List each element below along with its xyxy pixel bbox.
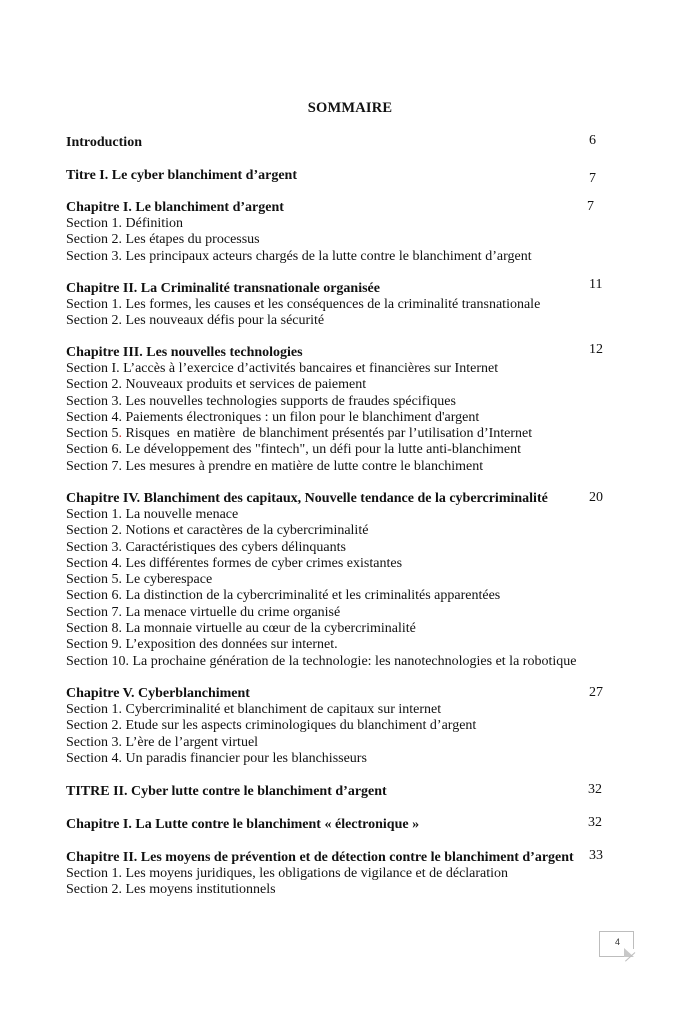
toc-section: Section I. L’accès à l’exercice d’activités bancaires et financières sur Internet xyxy=(66,361,499,376)
toc-entry-chapitre-1 xyxy=(66,200,626,265)
toc-page-number: 11 xyxy=(589,277,603,292)
section-label: Section 5 xyxy=(66,426,119,442)
toc-entry-chapitre-2 xyxy=(66,277,626,330)
toc-section: Section 10. La prochaine génération de la technologie: les nanotechnologies et la robotique xyxy=(66,653,577,669)
toc-heading: Chapitre V. Cyberblanchiment xyxy=(66,686,250,701)
toc-entry-titre-2-chapitre-1 xyxy=(66,817,626,833)
toc-page-number: 27 xyxy=(589,685,603,700)
toc-page-number: 12 xyxy=(589,342,603,357)
toc-heading: Chapitre I. La Lutte contre le blanchiment « électronique » xyxy=(66,817,420,832)
toc-section: Section 5. Le cyberespace xyxy=(66,572,213,588)
toc-entry-chapitre-4 xyxy=(66,491,626,670)
toc-section: Section 2. Etude sur les aspects criminologiques du blanchiment d’argent xyxy=(66,718,477,734)
toc-section: Section 3. L’ère de l’argent virtuel xyxy=(66,734,259,750)
toc-section: Section 6. La distinction de la cybercriminalité et les criminalités apparentées xyxy=(66,588,501,604)
toc-section: Section 4. Les différentes formes de cyber crimes existantes xyxy=(66,555,403,571)
section-text: Risques en matière de blanchiment présentés par l’utilisation d’Internet xyxy=(122,426,533,442)
toc-section: Section 7. Les mesures à prendre en matière de lutte contre le blanchiment xyxy=(66,458,484,474)
note-border xyxy=(600,956,625,957)
toc-entry-titre-1 xyxy=(66,168,626,184)
toc-heading: Chapitre II. Les moyens de prévention et de détection contre le blanchiment d’argent xyxy=(66,850,574,865)
toc-entry-titre-2 xyxy=(66,784,626,800)
toc-entry-chapitre-5 xyxy=(66,686,626,767)
toc-section: Section 9. L’exposition des données sur internet. xyxy=(66,637,338,653)
page-title: SOMMAIRE xyxy=(307,100,393,116)
toc-section: Section 4. Un paradis financier pour les blanchisseurs xyxy=(66,750,367,766)
toc-page-number: 20 xyxy=(589,490,603,505)
toc-section: Section 2. Les moyens institutionnels xyxy=(66,882,276,898)
toc-section: Section 8. La monnaie virtuelle au cœur de la cybercriminalité xyxy=(66,621,416,637)
toc-section: Section 1. Cybercriminalité et blanchiment de capitaux sur internet xyxy=(66,702,442,717)
toc-heading: Chapitre I. Le blanchiment d’argent xyxy=(66,200,284,215)
toc-page-number: 7 xyxy=(589,171,596,186)
toc-page-number: 32 xyxy=(588,782,602,797)
toc-heading: Introduction xyxy=(66,135,142,150)
toc-section: Section 2. Les nouveaux défis pour la sécurité xyxy=(66,313,325,329)
toc-heading: Chapitre III. Les nouvelles technologies xyxy=(66,345,303,360)
toc-page-number: 7 xyxy=(587,199,594,214)
toc-page-number: 6 xyxy=(589,133,596,148)
toc-heading: TITRE II. Cyber lutte contre le blanchiment d’argent xyxy=(66,784,387,799)
toc-heading: Chapitre II. La Criminalité transnationale organisée xyxy=(66,281,380,296)
toc-entry-chapitre-3 xyxy=(66,342,626,475)
footer-page-number: 4 xyxy=(614,937,620,947)
highlighted-period: . xyxy=(118,426,122,442)
toc-section: Section 1. La nouvelle menace xyxy=(66,507,239,522)
toc-section: Section 2. Nouveaux produits et services de paiement xyxy=(66,377,367,393)
toc-page-number: 33 xyxy=(589,848,603,863)
toc-section: Section 3. Les principaux acteurs chargés de la lutte contre le blanchiment d’argent xyxy=(66,248,532,264)
toc-heading: Chapitre IV. Blanchiment des capitaux, Nouvelle tendance de la cybercriminalité xyxy=(66,491,548,506)
toc-section xyxy=(66,426,626,442)
toc-section: Section 6. Le développement des "fintech", un défi pour la lutte anti-blanchiment xyxy=(66,442,522,458)
toc-section: Section 2. Notions et caractères de la cybercriminalité xyxy=(66,523,369,539)
toc-section: Section 7. La menace virtuelle du crime organisé xyxy=(66,604,341,620)
folded-note-icon xyxy=(599,931,634,957)
toc-section: Section 1. Définition xyxy=(66,216,184,231)
toc-page-number: 32 xyxy=(588,815,602,830)
toc-section: Section 3. Caractéristiques des cybers délinquants xyxy=(66,539,346,555)
toc-section: Section 2. Les étapes du processus xyxy=(66,232,260,248)
toc-heading: Titre I. Le cyber blanchiment d’argent xyxy=(66,168,297,183)
toc-section: Section 1. Les moyens juridiques, les obligations de vigilance et de déclaration xyxy=(66,866,509,881)
toc-entry-introduction xyxy=(66,135,626,151)
toc-entry-titre-2-chapitre-2 xyxy=(66,850,626,899)
toc-section: Section 1. Les formes, les causes et les conséquences de la criminalité transnationale xyxy=(66,297,541,312)
toc-section: Section 4. Paiements électroniques : un filon pour le blanchiment d'argent xyxy=(66,409,480,425)
toc-section: Section 3. Les nouvelles technologies supports de fraudes spécifiques xyxy=(66,393,456,409)
